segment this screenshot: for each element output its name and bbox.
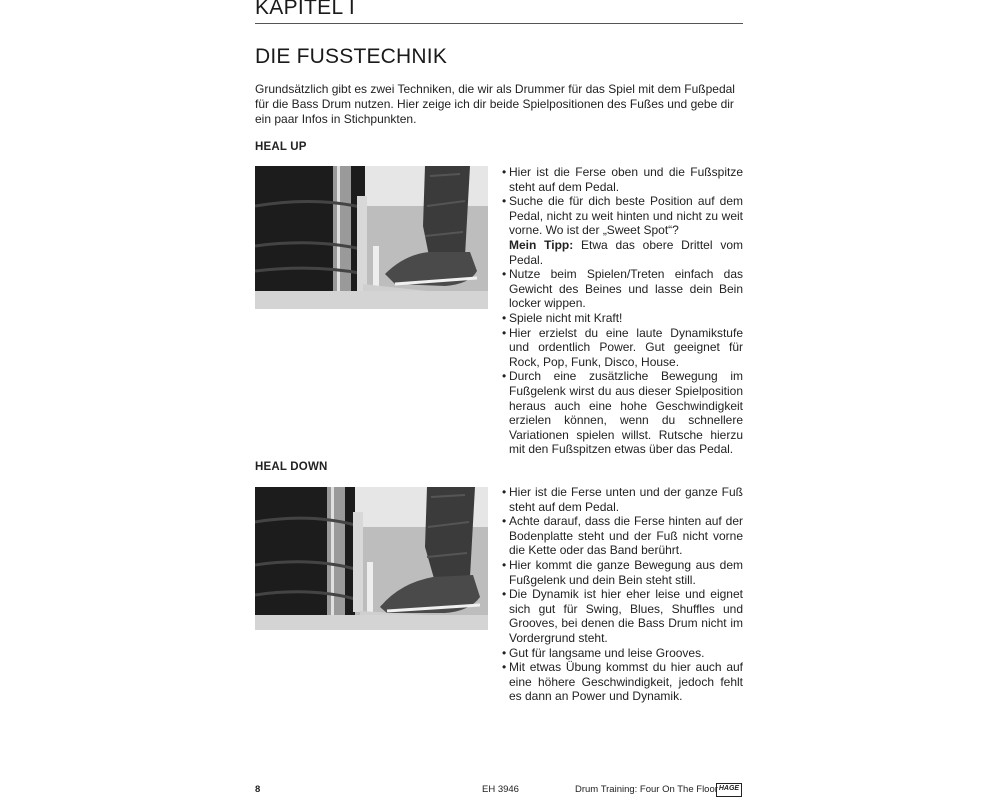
publisher-logo: HAGE (716, 783, 742, 797)
heal-up-list (502, 165, 743, 457)
heal-up-photo (255, 166, 488, 309)
publication-code: EH 3946 (482, 784, 519, 795)
book-title: Drum Training: Four On The Floor (575, 784, 718, 795)
list-item: • Gut für langsame und leise Grooves. (502, 646, 743, 661)
tip-label: Mein Tipp: (509, 237, 574, 252)
intro-paragraph: Grundsätzlich gibt es zwei Techniken, die wir als Drummer für das Spiel mit dem Fußpedal für die Bass Drum nutzen. Hier zeige ich dir beide Spielpositionen des Fußes und gebe dir ein paar Infos in Stichpunkten. (255, 82, 735, 126)
list-item: • Spiele nicht mit Kraft! (502, 311, 743, 326)
list-item: • Suche die für dich beste Position auf dem Pedal, nicht zu weit hinten und nicht zu weit vorne. Wo ist der „Sweet Spot“? (502, 194, 743, 238)
list-item: • Die Dynamik ist hier eher leise und eignet sich gut für Swing, Blues, Shuffles und Grooves, bei denen die Bass Drum nicht im Vordergrund steht. (502, 587, 743, 645)
heal-down-heading: HEAL DOWN (255, 461, 328, 473)
page-title: DIE FUSSTECHNIK (255, 45, 448, 68)
heal-down-photo (255, 487, 488, 630)
tip-item (502, 238, 743, 267)
heal-up-heading: HEAL UP (255, 141, 307, 153)
chapter-header: KAPITEL I (255, 0, 743, 24)
tip-text: Etwa das obere Drittel vom Pedal. (509, 237, 743, 267)
heal-down-list (502, 485, 743, 704)
list-item: • Durch eine zusätzliche Bewegung im Fußgelenk wirst du aus dieser Spielposition heraus auch eine hohe Geschwindigkeit erzielen können, wenn du schnellere Variationen spielen willst. Rutsche hierzu mit den Fußspitzen etwas über das Pedal. (502, 369, 743, 457)
list-item: • Mit etwas Übung kommst du hier auch auf eine höhere Geschwindigkeit, jedoch fehlt es dann an Power und Dynamik. (502, 660, 743, 704)
page-number: 8 (255, 784, 261, 795)
list-item: • Nutze beim Spielen/Treten einfach das Gewicht des Beines und lasse dein Bein locker wippen. (502, 267, 743, 311)
list-item: • Hier ist die Ferse unten und der ganze Fuß steht auf dem Pedal. (502, 485, 743, 514)
list-item: • Hier erzielst du eine laute Dynamikstufe und ordentlich Power. Gut geeignet für Rock, Pop, Funk, Disco, House. (502, 326, 743, 370)
list-item: • Hier kommt die ganze Bewegung aus dem Fußgelenk und dein Bein steht still. (502, 558, 743, 587)
list-item: • Hier ist die Ferse oben und die Fußspitze steht auf dem Pedal. (502, 165, 743, 194)
list-item: • Achte darauf, dass die Ferse hinten auf der Bodenplatte steht und der Fuß nicht vorne die Kette oder das Band berührt. (502, 514, 743, 558)
